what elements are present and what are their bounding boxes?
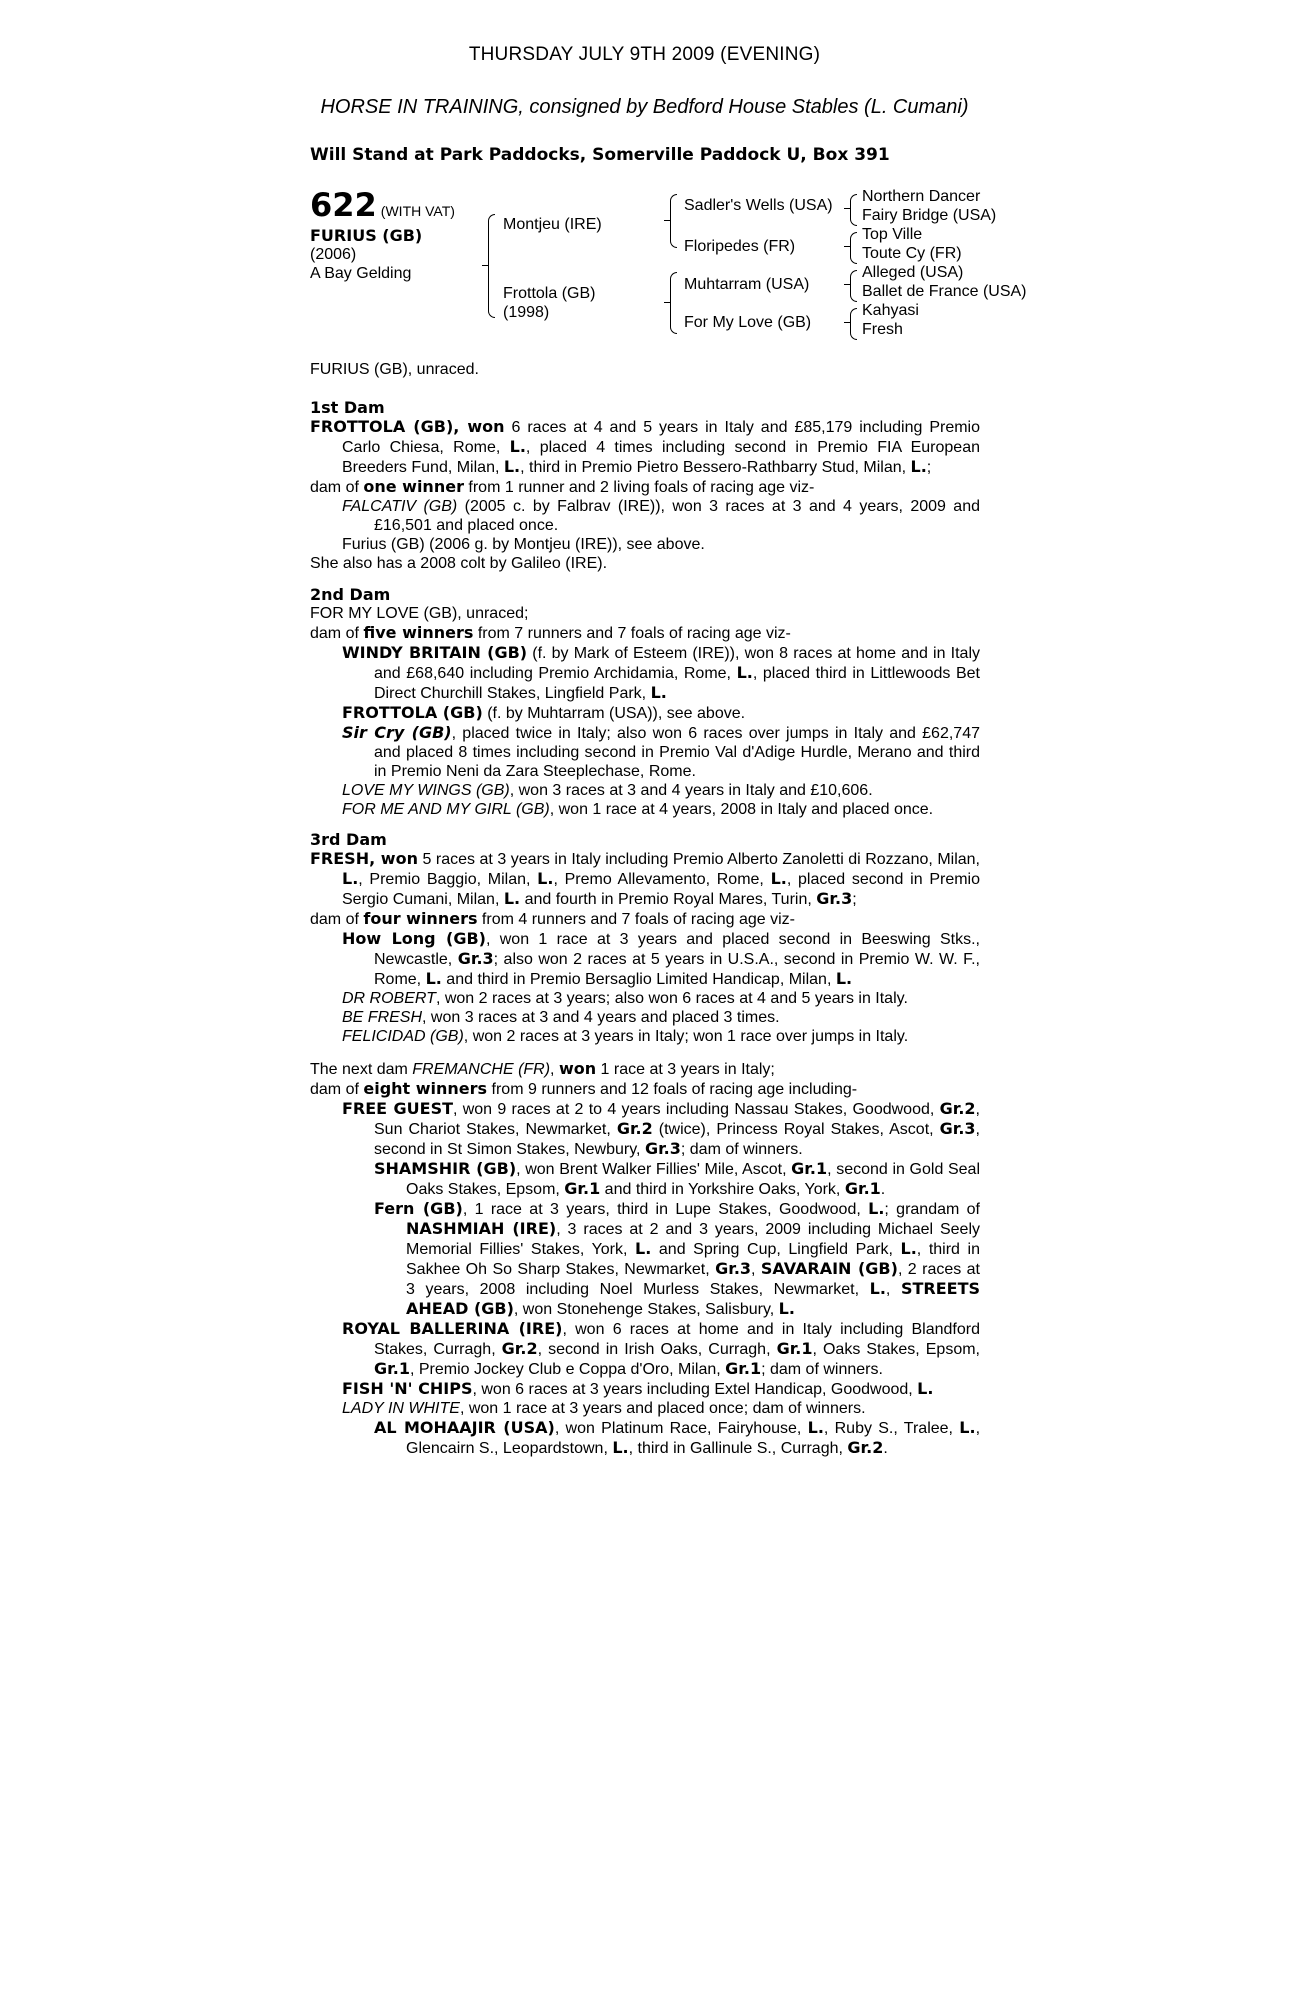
dam-entry: FOR MY LOVE (GB), unraced; (310, 605, 529, 622)
pedigree-sire-dam: Floripedes (FR) (684, 238, 796, 255)
produce-entry (310, 1418, 980, 1458)
won-text: , won (453, 417, 505, 436)
dam-name: FREMANCHE (FR) (412, 1061, 551, 1078)
produce-name: FREE GUEST (342, 1099, 453, 1118)
entry-text: dam of (310, 1081, 364, 1098)
group-mark: Gr.2 (847, 1438, 884, 1457)
entry-text: ; (926, 459, 932, 476)
won-text: , won (369, 849, 418, 868)
produce-entry (310, 781, 980, 800)
listed-mark: L. (807, 1418, 824, 1437)
dam-of-line (310, 623, 980, 643)
listed-mark: L. (959, 1418, 976, 1437)
brace-sire-dam (488, 214, 495, 318)
entry-text: The next dam (310, 1061, 413, 1078)
winner-count: five winners (363, 623, 474, 642)
section-heading: 1st Dam (310, 398, 385, 417)
dam-of-line (310, 477, 980, 497)
entry-text: , won 2 races at 3 years; also won 6 races at 4 and 5 years in Italy. (435, 990, 908, 1007)
race-record-intro: FURIUS (GB), unraced. (310, 361, 479, 378)
group-mark: Gr.3 (715, 1259, 752, 1278)
second-dam-section (310, 585, 980, 819)
entry-text: , won 1 race at 3 years and placed second in Beeswing Stks., Newcastle, (374, 931, 980, 968)
brace-sire-line (670, 194, 677, 248)
listed-mark: L. (612, 1438, 629, 1457)
group-mark: Gr.3 (457, 949, 494, 968)
brace-g2 (850, 232, 857, 264)
brace-mid (482, 265, 488, 266)
listed-mark: L. (537, 869, 554, 888)
listed-mark: L. (650, 683, 667, 702)
produce-name: FROTTOLA (GB) (342, 703, 483, 722)
entry-text: ; also won 2 races at 5 years in U.S.A., second in Premio W. W. F., Rome, (374, 951, 980, 988)
group-mark: Gr.1 (725, 1359, 762, 1378)
entry-text: dam of (310, 625, 364, 642)
entry-text: (f. by Mark of Esteem (IRE)), won 8 races at home and in Italy and £68,640 including Premio Archidamia, Rome, (374, 645, 981, 682)
entry-text: , Premo Allevamento, Rome, (553, 871, 771, 888)
brace-mid (844, 322, 850, 323)
entry-text: from 7 runners and 7 foals of racing age viz- (473, 625, 791, 642)
foaling-year: (2006) (310, 246, 357, 263)
pedigree-dam-year: (1998) (503, 304, 550, 321)
listed-mark: L. (868, 1199, 885, 1218)
entry-text: , placed third in Littlewoods Bet Direct Churchill Stakes, Lingfield Park, (374, 665, 980, 702)
listed-mark: L. (835, 969, 853, 988)
entry-text: , won Platinum Race, Fairyhouse, (554, 1420, 808, 1437)
entry-text: dam of (310, 479, 364, 496)
entry-text: , Premio Baggio, Milan, (358, 871, 538, 888)
listed-mark: L. (342, 869, 359, 888)
vat-note: (WITH VAT) (380, 203, 455, 219)
entry-text: and Spring Cup, Lingfield Park, (651, 1241, 901, 1258)
pedigree-g2: Fairy Bridge (USA) (862, 207, 997, 224)
entry-text: , won 3 races at 3 and 4 years and placed 3 times. (422, 1009, 780, 1026)
listed-mark: L. (869, 1279, 886, 1298)
entry-text: 6 races at 4 and 5 years in Italy and £85,179 including Premio Carlo Chiesa, Rome, (342, 419, 980, 456)
entry-text: from 1 runner and 2 living foals of racing age viz- (463, 479, 815, 496)
listed-mark: L. (503, 457, 521, 476)
sale-date: THURSDAY JULY 9TH 2009 (EVENING) (468, 44, 821, 65)
produce-entry (310, 800, 980, 819)
entry-text: . (883, 1440, 888, 1457)
produce-entry: Furius (GB) (2006 g. by Montjeu (IRE)), see above. (342, 536, 705, 553)
produce-entry (310, 1099, 980, 1159)
listed-mark: L. (917, 1379, 934, 1398)
entry-text: , Sun Chariot Stakes, Newmarket, (374, 1101, 980, 1138)
group-mark: Gr.1 (791, 1159, 828, 1178)
entry-text: , second in St Simon Stakes, Newbury, (374, 1121, 980, 1158)
produce-name: FALCATIV (GB) (342, 498, 458, 515)
produce-entry (310, 643, 980, 703)
entry-text: and fourth in Premio Royal Mares, Turin, (520, 891, 817, 908)
entry-text: , Premio Jockey Club e Coppa d'Oro, Milan, (409, 1361, 726, 1378)
entry-text: ; grandam of (884, 1201, 981, 1218)
group-mark: Gr.3 (644, 1139, 681, 1158)
group-mark: Gr.1 (844, 1179, 881, 1198)
pedigree-sire-sire: Sadler's Wells (USA) (684, 197, 833, 214)
produce-name: Fern (GB) (374, 1199, 463, 1218)
entry-text: , won 2 races at 3 years in Italy; won 1 race over jumps in Italy. (463, 1028, 909, 1045)
produce-name: How Long (GB) (342, 929, 486, 948)
dam-entry (310, 417, 980, 477)
pedigree-dam: Frottola (GB) (503, 285, 596, 302)
produce-name: LADY IN WHITE (342, 1400, 460, 1417)
third-dam-section (310, 830, 980, 1046)
brace-mid (844, 284, 850, 285)
produce-entry (310, 1027, 980, 1046)
entry-text: , won Stonehenge Stakes, Salisbury, (513, 1301, 779, 1318)
entry-text: , 2 races at 3 years, 2008 including Noel Murless Stakes, Newmarket, (406, 1261, 980, 1298)
pedigree-sire: Montjeu (IRE) (503, 216, 602, 233)
section-heading: 3rd Dam (310, 830, 387, 849)
produce-entry (310, 1008, 980, 1027)
produce-name: BE FRESH (342, 1009, 423, 1026)
entry-text: , Oaks Stakes, Epsom, (812, 1341, 980, 1358)
brace-dam-line (670, 272, 677, 334)
entry-text: , won 9 races at 2 to 4 years including Nassau Stakes, Goodwood, (453, 1101, 940, 1118)
entry-text: . (880, 1181, 886, 1198)
entry-text: (2005 c. by Falbrav (IRE)), won 3 races at 3 and 4 years, 2009 and £16,501 and placed once. (374, 498, 981, 534)
produce-name: NASHMIAH (IRE) (406, 1219, 557, 1238)
entry-text: and third in Premio Bersaglio Limited Handicap, Milan, (441, 971, 836, 988)
listed-mark: L. (910, 457, 927, 476)
listed-mark: L. (635, 1239, 652, 1258)
lot-number: 622 (310, 186, 377, 224)
entry-text: , won 1 race at 4 years, 2008 in Italy and placed once. (549, 801, 934, 818)
horse-name: FURIUS (GB) (310, 226, 423, 245)
entry-text: 5 races at 3 years in Italy including Premio Alberto Zanoletti di Rozzano, Milan, (417, 851, 980, 868)
entry-text: and third in Yorkshire Oaks, York, (600, 1181, 845, 1198)
group-mark: Gr.2 (501, 1339, 538, 1358)
listed-mark: L. (900, 1239, 917, 1258)
dam-entry: The next dam FREMANCHE (FR), won 1 race at 3 years in Italy; (310, 1059, 775, 1078)
entry-text: , won 3 races at 3 and 4 years in Italy and £10,606. (509, 782, 873, 799)
entry-text: , won 6 races at 3 years including Extel Handicap, Goodwood, (472, 1381, 918, 1398)
entry-text: , won 1 race at 3 years and placed once; dam of winners. (459, 1400, 866, 1417)
entry-text: , Ruby S., Tralee, (823, 1420, 960, 1437)
entry-text: , placed twice in Italy; also won 6 races over jumps in Italy and £62,747 and placed 8 times including second in Premio Val d'Adige Hurdle, Merano and third in Premio Neni da Zara Steeplechase, Rome. (374, 725, 980, 780)
entry-text: from 9 runners and 12 foals of racing age including- (487, 1081, 858, 1098)
produce-note: She also has a 2008 colt by Galileo (IRE). (310, 555, 608, 572)
listed-mark: L. (503, 889, 521, 908)
entry-text: , third in Gallinule S., Curragh, (628, 1440, 848, 1457)
listed-mark: L. (509, 437, 526, 456)
winner-count: one winner (363, 477, 464, 496)
stand-location: Will Stand at Park Paddocks, Somerville Paddock U, Box 391 (310, 145, 890, 165)
listed-mark: L. (778, 1299, 795, 1318)
entry-text: 1 race at 3 years in Italy; (596, 1061, 775, 1078)
produce-entry (310, 1159, 980, 1199)
produce-name: FISH 'N' CHIPS (342, 1379, 473, 1398)
first-dam-section (310, 398, 980, 573)
pedigree-g1: Northern Dancer (862, 188, 981, 205)
dam-entry (310, 849, 980, 909)
dam-of-line (310, 909, 980, 929)
entry-text: dam of (310, 911, 364, 928)
entry-text: , 1 race at 3 years, third in Lupe Stakes, Goodwood, (462, 1201, 869, 1218)
produce-entry (310, 1319, 980, 1379)
lot-block (310, 188, 455, 283)
produce-name: FELICIDAD (GB) (342, 1028, 464, 1045)
produce-name: LOVE MY WINGS (GB) (342, 782, 510, 799)
brace-g1 (850, 194, 857, 226)
dam-name: FROTTOLA (GB) (310, 417, 454, 436)
entry-text: , won Brent Walker Fillies' Mile, Ascot, (516, 1161, 792, 1178)
pedigree-g6: Ballet de France (USA) (862, 283, 1027, 300)
produce-name: SHAMSHIR (GB) (374, 1159, 517, 1178)
entry-text: , 3 races at 2 and 3 years, 2009 including Michael Seely Memorial Fillies' Stakes, York, (406, 1221, 980, 1258)
brace-g3 (850, 270, 857, 302)
pedigree-g5: Alleged (USA) (862, 264, 964, 281)
produce-name: FOR ME AND MY GIRL (GB) (342, 801, 550, 818)
entry-text: , second in Gold Seal Oaks Stakes, Epsom, (406, 1161, 981, 1198)
produce-entry (310, 929, 980, 989)
pedigree-g7: Kahyasi (862, 302, 919, 319)
produce-entry (310, 989, 980, 1008)
produce-entry (310, 1399, 980, 1418)
produce-name: ROYAL BALLERINA (IRE) (342, 1319, 563, 1338)
pedigree-dam-sire: Muhtarram (USA) (684, 276, 810, 293)
pedigree-g8: Fresh (862, 321, 903, 338)
brace-mid (664, 220, 670, 221)
dam-of-line (310, 1079, 980, 1099)
listed-mark: L. (770, 869, 787, 888)
entry-text: from 4 runners and 7 foals of racing age viz- (477, 911, 795, 928)
group-mark: Gr.1 (776, 1339, 813, 1358)
group-mark: Gr.1 (564, 1179, 601, 1198)
produce-entry (310, 1379, 980, 1399)
group-mark: Gr.2 (939, 1099, 976, 1118)
produce-name: WINDY BRITAIN (GB) (342, 643, 528, 662)
brace-mid (664, 302, 670, 303)
produce-name: DR ROBERT (342, 990, 436, 1007)
consignment-line: HORSE IN TRAINING, consigned by Bedford House Stables (L. Cumani) (320, 96, 969, 118)
produce-entry (310, 723, 980, 781)
pedigree-dam-dam: For My Love (GB) (684, 314, 812, 331)
entry-text: ; (852, 891, 857, 908)
produce-entry (310, 497, 980, 535)
produce-name: Sir Cry (GB) (342, 723, 452, 742)
brace-g4 (850, 308, 857, 340)
group-mark: Gr.3 (816, 889, 853, 908)
pedigree-g4: Toute Cy (FR) (862, 245, 962, 262)
brace-mid (844, 208, 850, 209)
entry-text: , second in Irish Oaks, Curragh, (537, 1341, 777, 1358)
group-mark: Gr.2 (616, 1119, 653, 1138)
entry-text: (twice), Princess Royal Stakes, Ascot, (652, 1121, 940, 1138)
pedigree-g3: Top Ville (862, 226, 923, 243)
section-heading: 2nd Dam (310, 585, 391, 604)
entry-text: , placed 4 times including second in Premio FIA European Breeders Fund, Milan, (342, 439, 980, 476)
entry-text: , Glencairn S., Leopardstown, (406, 1420, 981, 1457)
listed-mark: L. (736, 663, 753, 682)
winner-count: eight winners (363, 1079, 488, 1098)
entry-text: , placed second in Premio Sergio Cumani, Milan, (342, 871, 980, 908)
entry-text: (f. by Muhtarram (USA)), see above. (482, 705, 746, 722)
winner-count: four winners (363, 909, 478, 928)
produce-name: SAVARAIN (GB) (760, 1259, 898, 1278)
group-mark: Gr.1 (374, 1359, 410, 1378)
produce-name: STREETS AHEAD (GB) (406, 1279, 981, 1318)
entry-text: , third in Premio Pietro Bessero-Rathbarry Stud, Milan, (520, 459, 911, 476)
brace-mid (844, 246, 850, 247)
entry-text: , third in Sakhee Oh So Sharp Stakes, Newmarket, (406, 1241, 980, 1278)
produce-entry (310, 703, 980, 723)
produce-entry: Fern (GB), 1 race at 3 years, third in Lupe Stakes, Goodwood, L.; grandam of NASHMIAH (IRE), 3 races at 2 and 3 years, 2009 including Michael Seely Memorial Fillies' Stakes, York, L. and Spring Cup, Lingfield Park, L., third in Sakhee Oh So Sharp Stakes, Newmarket, Gr.3, SAVARAIN (GB), 2 races at 3 years, 2008 including Noel Murless Stakes, Newmarket, L., STREETS AHEAD (GB), won Stonehenge Stakes, Salisbury, L. (374, 1199, 981, 1318)
entry-text: ; dam of winners. (761, 1361, 883, 1378)
group-mark: Gr.3 (939, 1119, 976, 1138)
won-text: won (558, 1059, 597, 1078)
produce-name: AL MOHAAJIR (USA) (374, 1418, 555, 1437)
entry-text: ; dam of winners. (680, 1141, 803, 1158)
horse-description: A Bay Gelding (310, 265, 412, 282)
entry-text: , won 6 races at home and in Italy including Blandford Stakes, Curragh, (374, 1321, 980, 1358)
dam-name: FRESH (310, 849, 370, 868)
next-dam-section (310, 1059, 980, 1458)
listed-mark: L. (425, 969, 442, 988)
